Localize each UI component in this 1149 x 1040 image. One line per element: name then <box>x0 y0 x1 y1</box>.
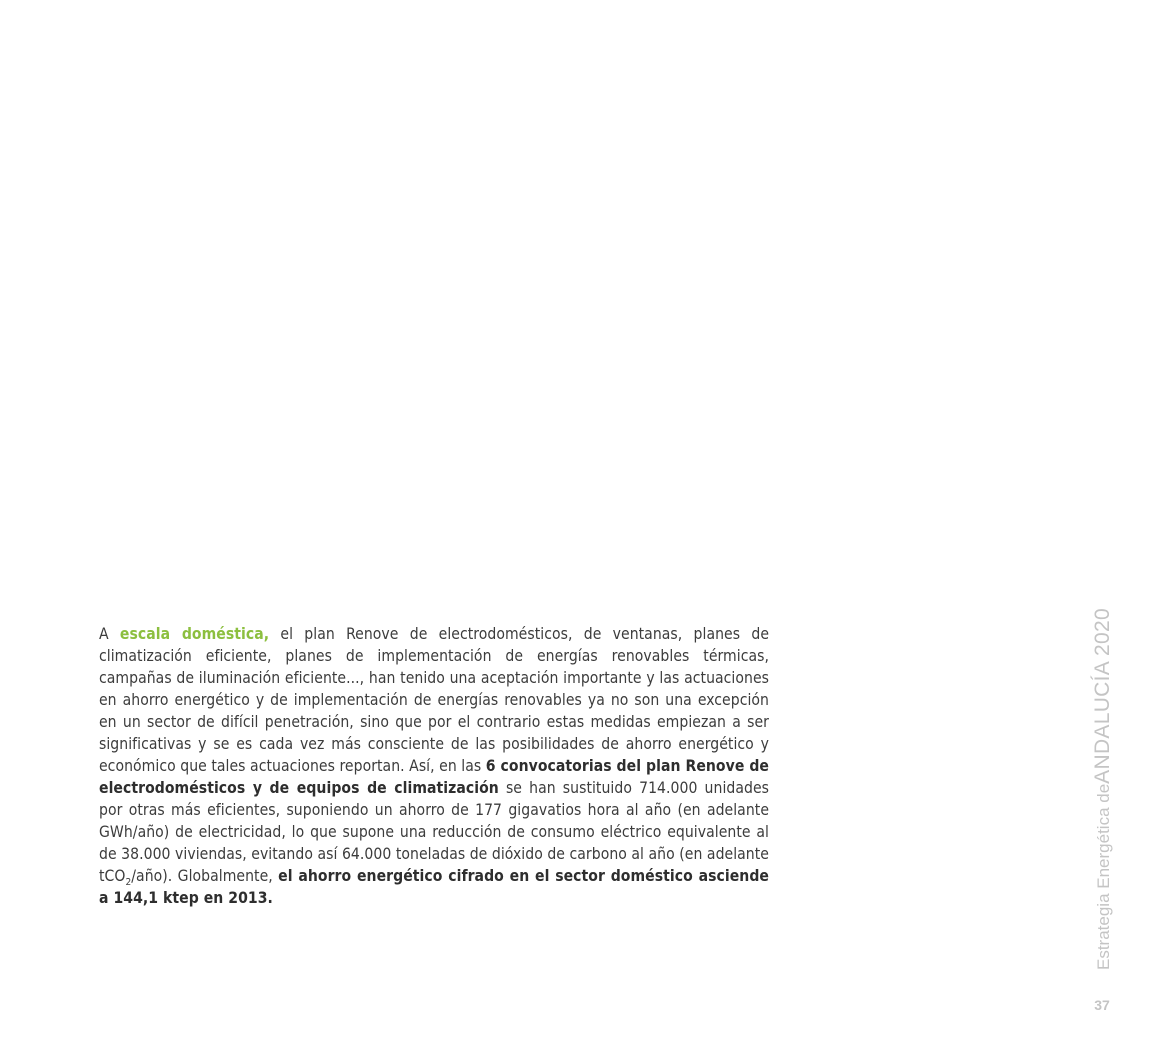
vertical-document-title <box>1092 608 1116 970</box>
title-main: ANDALUCÍA 2020 <box>1091 608 1114 784</box>
page-number: 37 <box>1094 997 1110 1013</box>
paragraph <box>99 623 769 909</box>
bold-conclusion: el ahorro energético cifrado en el sector doméstico asciende a 144,1 ktep en 2013. <box>99 867 769 907</box>
bold-phrase: 6 convocatorias del plan Renove de electrodomésticos y de equipos de climatización <box>99 757 769 797</box>
paragraph-text: /año). Globalmente, <box>131 867 279 885</box>
body-paragraph <box>99 623 769 909</box>
paragraph-text: el plan Renove de electrodomésticos, de ventanas, planes de climatización eficiente, planes de implementación de energías renovables térmicas, campañas de iluminación eficiente..., han tenido una aceptación importante y las actuaciones en ahorro energético y de implementación de energías renovables ya no son una excepción en un sector de difícil penetración, sino que por el contrario estas medidas empiezan a ser significativas y se es cada vez más consciente de las posibilidades de ahorro energético y económico que tales actuaciones reportan. Así, en las <box>99 625 770 775</box>
highlight-term: escala doméstica, <box>119 625 270 643</box>
title-prefix: Estrategia Energética de <box>1094 783 1113 970</box>
paragraph-text: A <box>99 625 120 643</box>
subscript: 2 <box>125 877 132 889</box>
paragraph-text: se han sustituido 714.000 unidades por otras más eficientes, suponiendo un ahorro de 177 gigavatios hora al año (en adelante GWh/año) de electricidad, lo que supone una reducción de consumo eléctrico equivalente al de 38.000 viviendas, evitando así 64.000 toneladas de dióxido de carbono al año (en adelante tCO <box>99 779 770 885</box>
